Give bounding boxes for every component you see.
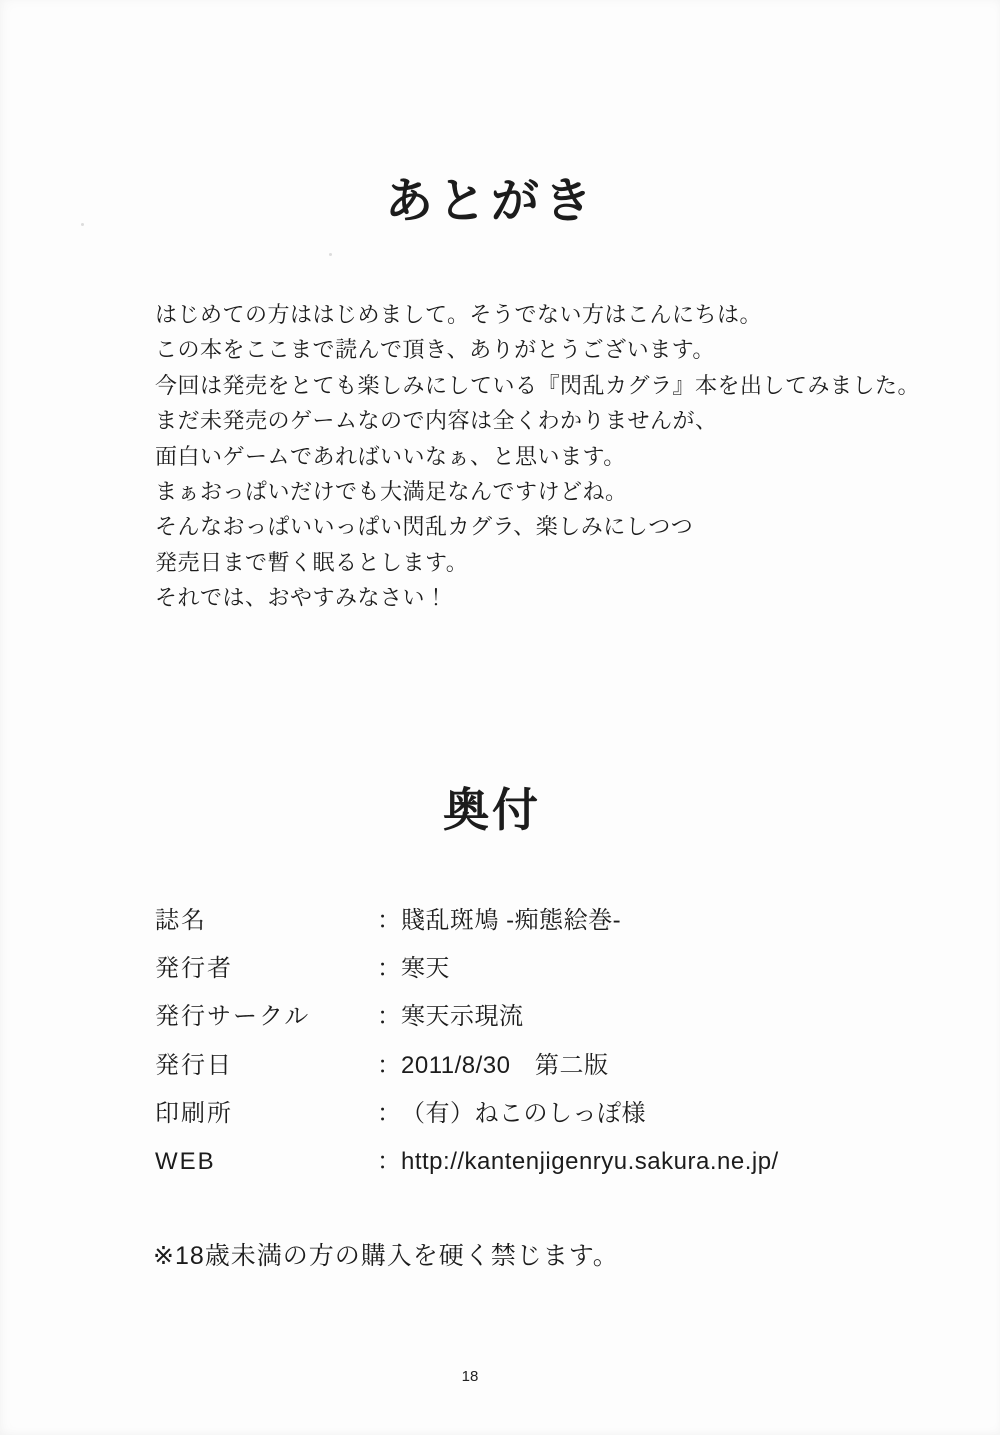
colophon-row [155,1045,875,1093]
colophon-value: 寒天示現流 [401,1003,524,1031]
afterword-title: あとがき [385,175,598,228]
colophon-separator: ： [377,1003,401,1031]
colophon-row [155,1093,875,1141]
colophon-row [155,996,875,1044]
colophon-row [155,1141,875,1189]
page-number: 18 [461,1368,479,1385]
afterword-line: この本をここまで読んで頂き、ありがとうございます。 [155,337,715,363]
afterword-paragraph [155,297,921,616]
afterword-line: それでは、おやすみなさい！ [155,585,448,611]
afterword-line: まぁおっぱいだけでも大満足なんですけどね。 [155,479,628,505]
colophon-row [155,900,875,948]
colophon-separator: ： [377,1147,401,1175]
colophon-separator: ： [377,907,401,934]
colophon-label: 印刷所 [155,1099,233,1127]
colophon-value: （有）ねこのしっぽ様 [401,1099,646,1127]
colophon-label: 発行日 [155,1051,233,1079]
colophon-row [155,948,875,996]
colophon-table [155,900,875,1189]
colophon-value: 2011/8/30 第二版 [401,1051,609,1079]
age-restriction-notice: ※18歳未満の方の購入を硬く禁じます。 [153,1242,619,1270]
afterword-line: 面白いゲームであればいいなぁ、と思います。 [155,443,626,469]
afterword-line: まだ未発売のゲームなので内容は全くわかりませんが、 [155,408,718,434]
colophon-separator: ： [377,1051,401,1079]
afterword-line: はじめての方ははじめまして。そうでない方はこんにちは。 [155,302,763,327]
colophon-value: http://kantenjigenryu.sakura.ne.jp/ [401,1147,779,1175]
colophon-label: 発行サークル [155,1003,311,1031]
colophon-title: 奥付 [443,784,541,836]
colophon-label: WEB [155,1147,216,1175]
colophon-value: 賤乱斑鳩 -痴態絵巻- [401,907,622,934]
colophon-separator: ： [377,1099,401,1127]
colophon-separator: ： [377,955,401,983]
afterword-line: そんなおっぱいいっぱい閃乱カグラ、楽しみにしつつ [155,514,694,540]
colophon-value: 寒天 [401,955,450,983]
afterword-line: 発売日まで暫く眠るとします。 [155,549,469,575]
afterword-line: 今回は発売をとても楽しみにしている『閃乱カグラ』本を出してみました。 [155,372,921,398]
colophon-label: 誌名 [155,907,207,934]
colophon-label: 発行者 [155,955,233,983]
